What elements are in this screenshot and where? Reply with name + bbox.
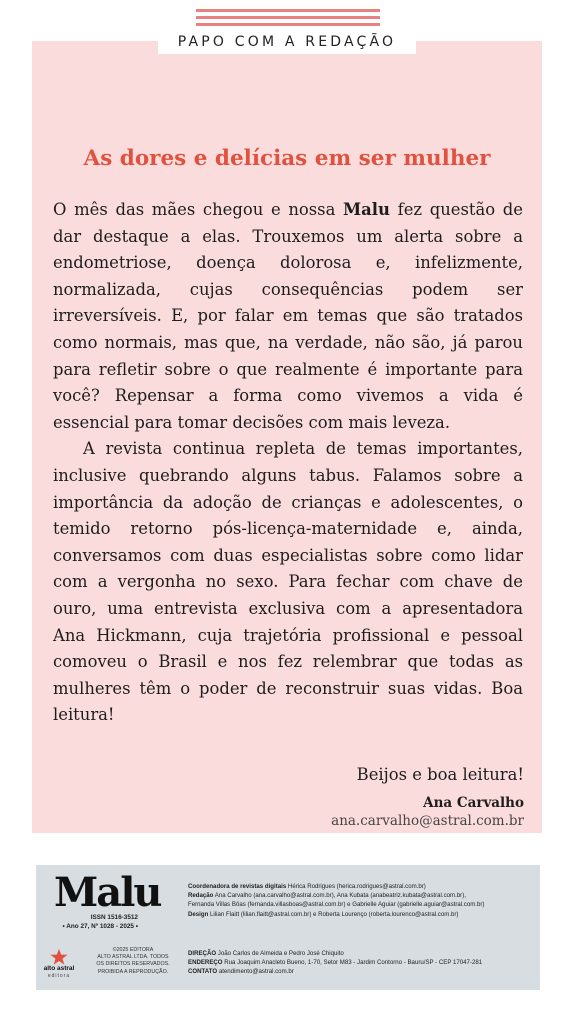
company-line: CONTATO atendimento@astral.com.br [188, 968, 294, 976]
decorative-stripes [196, 6, 380, 32]
author-name: Ana Carvalho [423, 795, 524, 811]
issn-info [52, 914, 138, 931]
signoff [331, 764, 524, 830]
publisher-name: alto astral [43, 965, 75, 972]
credit-line: Fernanda Villas Bôas (fernanda.villasboas@astral.com.br) e Gabrielle Aguiar (gabrielle.aguiar@astral.com.br) [188, 901, 485, 909]
section-label: PAPO COM A REDAÇÃO [158, 30, 416, 54]
masthead-footer [36, 865, 540, 990]
company-line: ENDEREÇO Rua Joaquim Anacleto Bueno, 1-70, Setor M83 - Jardim Contorno - Bauru/SP - CEP 17047-281 [188, 959, 483, 967]
staff-credits [188, 882, 538, 919]
issn-number: ISSN 1516-3512 [90, 914, 138, 921]
author-email[interactable]: ana.carvalho@astral.com.br [331, 813, 524, 829]
article-title: As dores e delícias em ser mulher [83, 146, 491, 171]
paragraph-1: O mês das mães chegou e nossa Malu fez questão de dar destaque a elas. Trouxemos um alerta sobre a endometriose, doença dolorosa e, infelizmente, normalizada, cujas consequências podem ser irreversíveis. E, por falar em temas que são tratados como normais, mas que, na verdade, não são, já parou para refletir sobre o que realmente é importante para você? Repensar a forma como vivemos a vida é essencial para tomar decisões com mais leveza. [53, 200, 523, 432]
publisher-sub: editora [47, 973, 71, 979]
copyright-notice: ©2025 EDITORA ALTO ASTRAL LTDA. TODOS OS DIREITOS RESERVADOS. PROIBIDA A REPRODUÇÃO. [96, 947, 170, 975]
article-body [53, 197, 523, 729]
closing-line: Beijos e boa leitura! [356, 765, 524, 784]
company-line: DIREÇÃO João Carlos de Almeida e Pedro José Chiquito [188, 950, 344, 957]
company-info [188, 949, 538, 977]
credit-line: Redação Ana Carvalho (ana.carvalho@astral.com.br), Ana Kubata (anabeatriz.kubata@astral.com.br), [188, 892, 466, 900]
star-logo-icon [50, 949, 68, 965]
publisher-logo [45, 949, 73, 979]
paragraph-2: A revista continua repleta de temas importantes, inclusive quebrando alguns tabus. Falamos sobre a importância da adoção de crianças e adolescentes, o temido retorno pós-licença-maternidade e, ainda, conversamos com duas especialistas sobre como lidar com a vergonha no sexo. Para fechar com chave de ouro, uma entrevista exclusiva com a apresentadora Ana Hickmann, cuja trajetória profissional e pessoal comoveu o Brasil e nos fez relembrar que todas as mulheres têm o poder de reconstruir suas vidas. Boa leitura! [53, 439, 523, 725]
magazine-name-inline: Malu [343, 200, 390, 219]
magazine-logo: Malu [54, 869, 161, 916]
edition-number: • Ano 27, Nº 1028 - 2025 • [62, 922, 138, 930]
credit-line: Design Lilian Flaitt (lilian.flaitt@astral.com.br) e Roberta Lourenço (roberta.lourenco@astral.com.br) [188, 910, 459, 918]
credit-line: Coordenadora de revistas digitais Hérica Rodrigues (herica.rodrigues@astral.com.br) [188, 883, 426, 890]
